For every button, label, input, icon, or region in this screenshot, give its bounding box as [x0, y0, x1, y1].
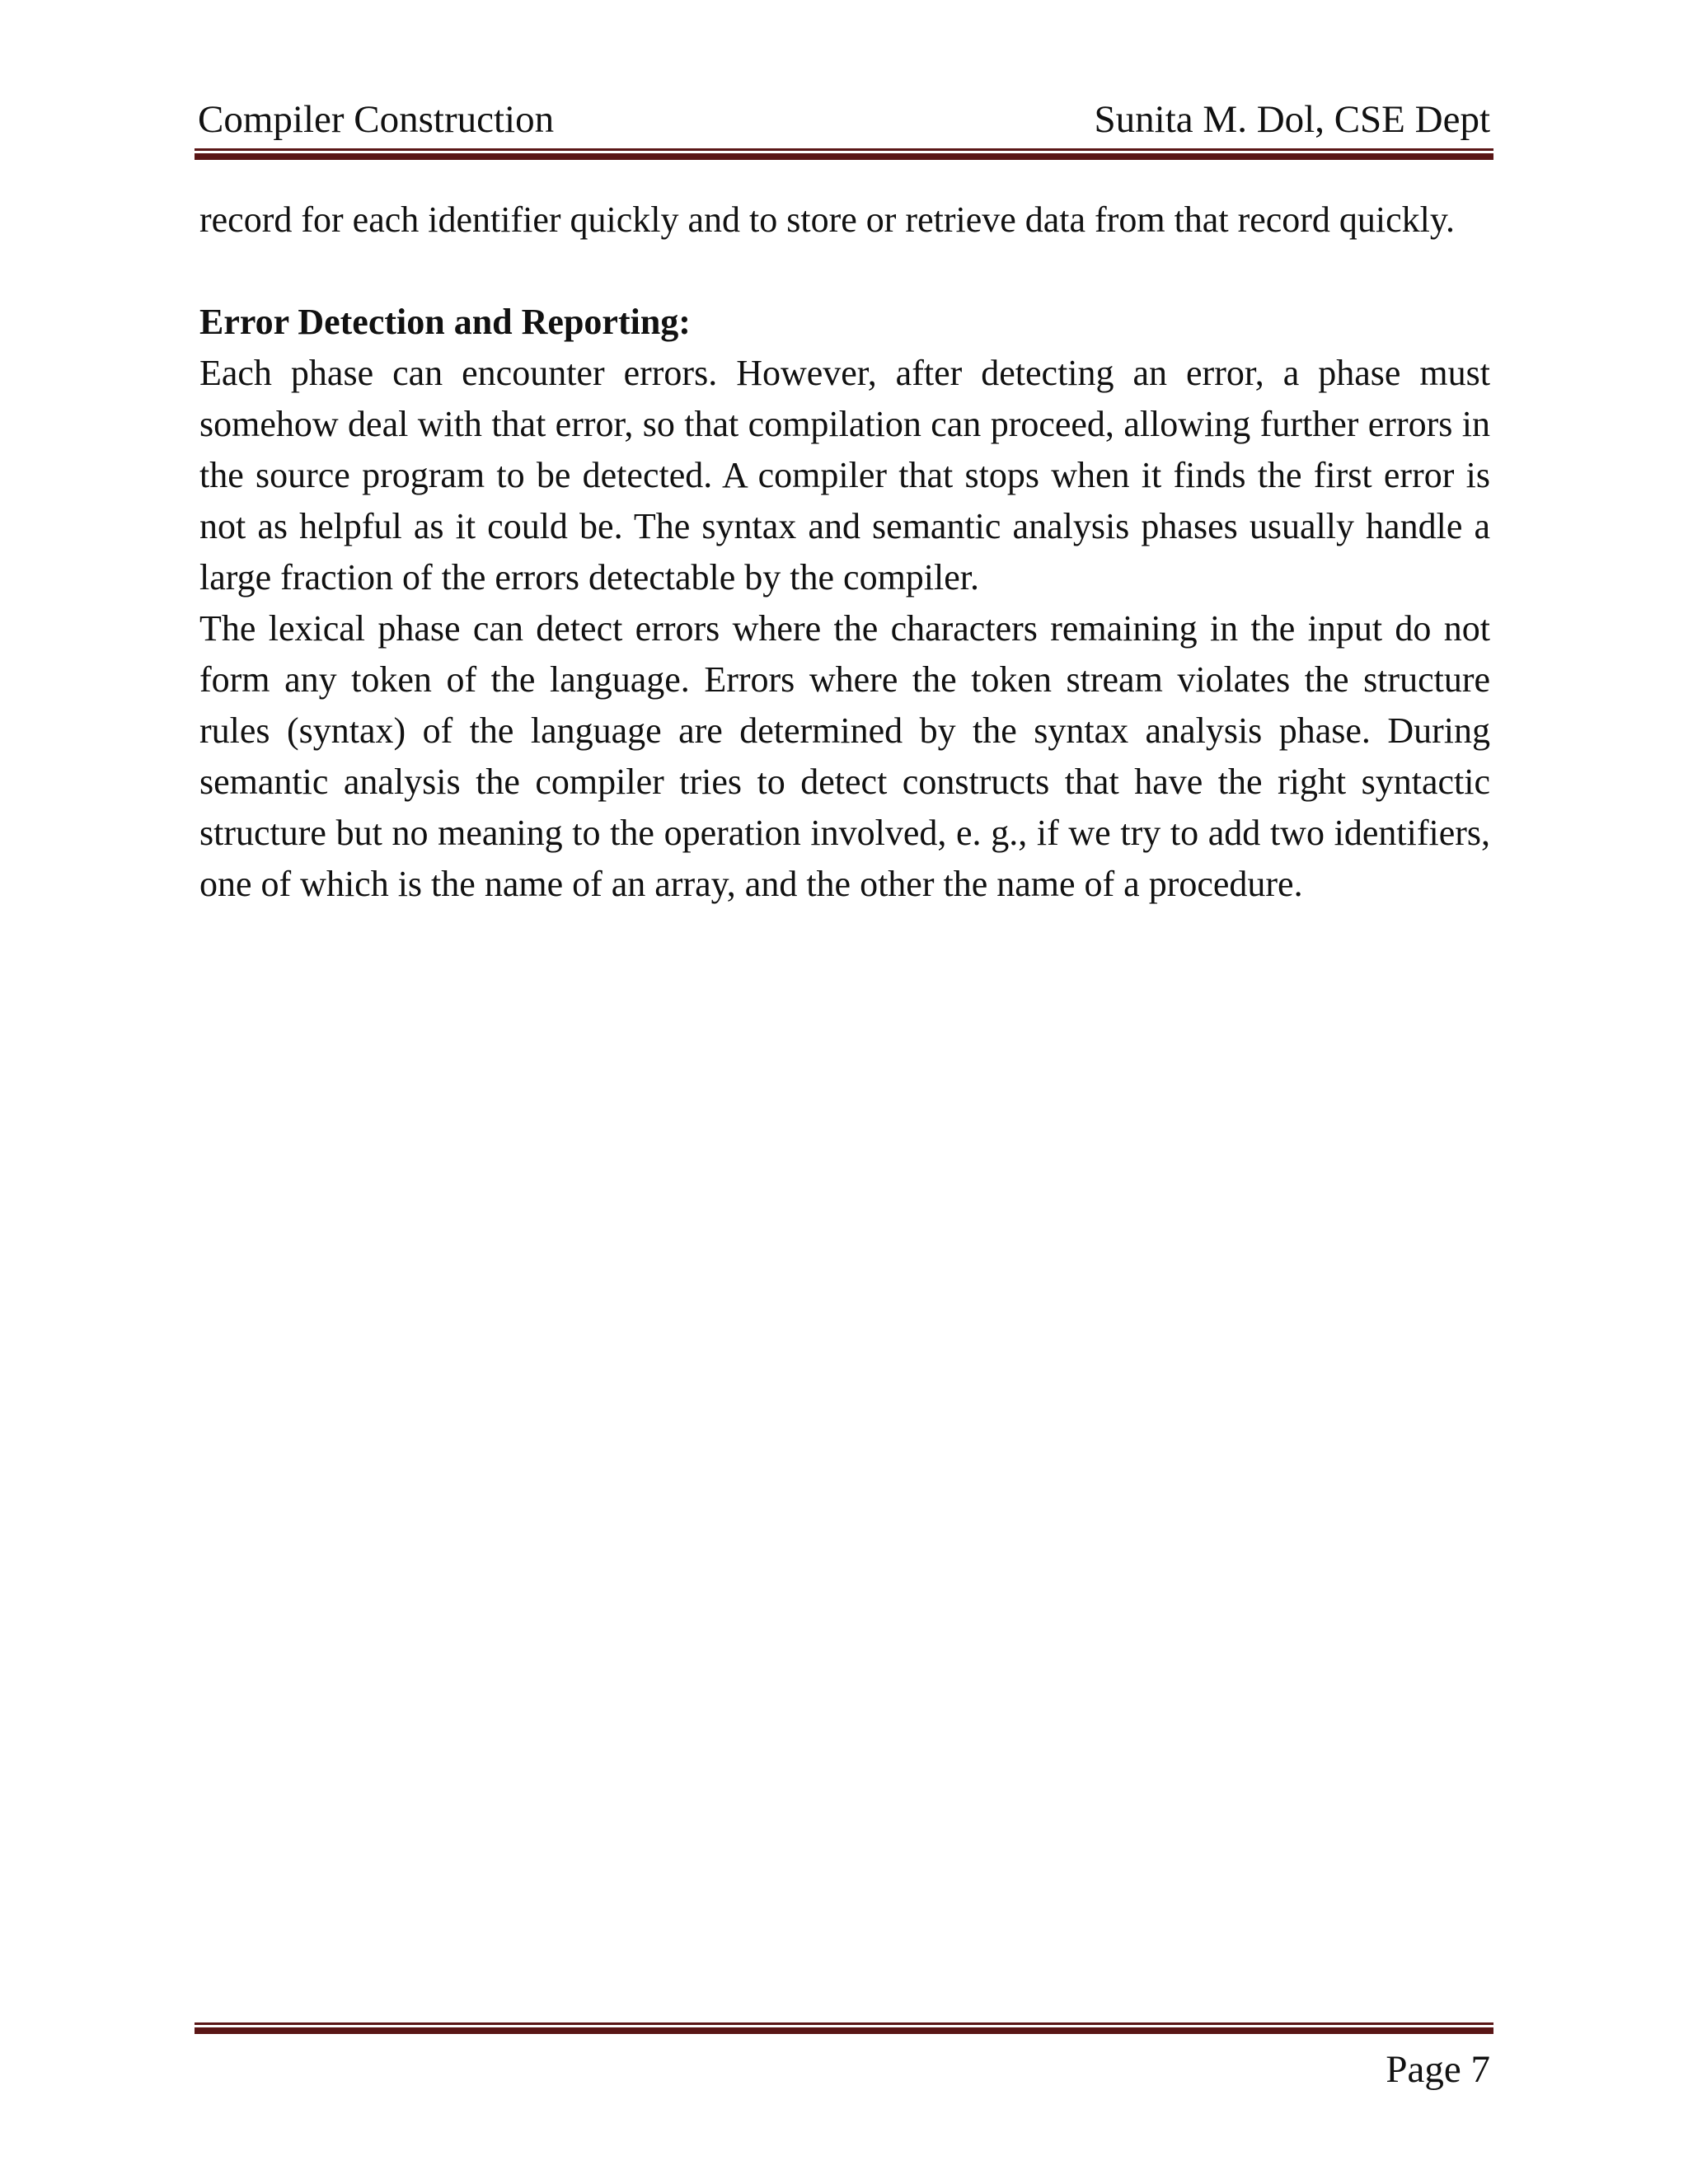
section-heading: Error Detection and Reporting:	[199, 302, 691, 342]
header-author: Sunita M. Dol, CSE Dept	[1094, 98, 1490, 141]
body-paragraph-1: Each phase can encounter errors. However, after detecting an error, a phase must somehow deal with that error, so that compilation can proceed, allowing further errors in the source program to be detected. A compiler that stops when it finds the first error is not as helpful as it could be. The syntax and semantic analysis phases usually handle a large fraction of the errors detectable by the compiler.	[199, 353, 1490, 598]
page-footer	[198, 2042, 1490, 2097]
page-body	[199, 194, 1490, 910]
footer-divider	[195, 2022, 1493, 2034]
header-divider	[195, 148, 1493, 160]
header-course-title: Compiler Construction	[198, 98, 555, 141]
page-number: Page 7	[1386, 2048, 1490, 2091]
page-header	[198, 92, 1490, 147]
continued-paragraph: record for each identifier quickly and to store or retrieve data from that record quickly.	[199, 199, 1456, 240]
body-paragraph-2: The lexical phase can detect errors where the characters remaining in the input do not form any token of the language. Errors where the token stream violates the structure rules (syntax) of the language are determined by the syntax analysis phase. During semantic analysis the compiler tries to detect constructs that have the right syntactic structure but no meaning to the operation involved, e. g., if we try to add two identifiers, one of which is the name of an array, and the other the name of a procedure.	[199, 608, 1490, 904]
